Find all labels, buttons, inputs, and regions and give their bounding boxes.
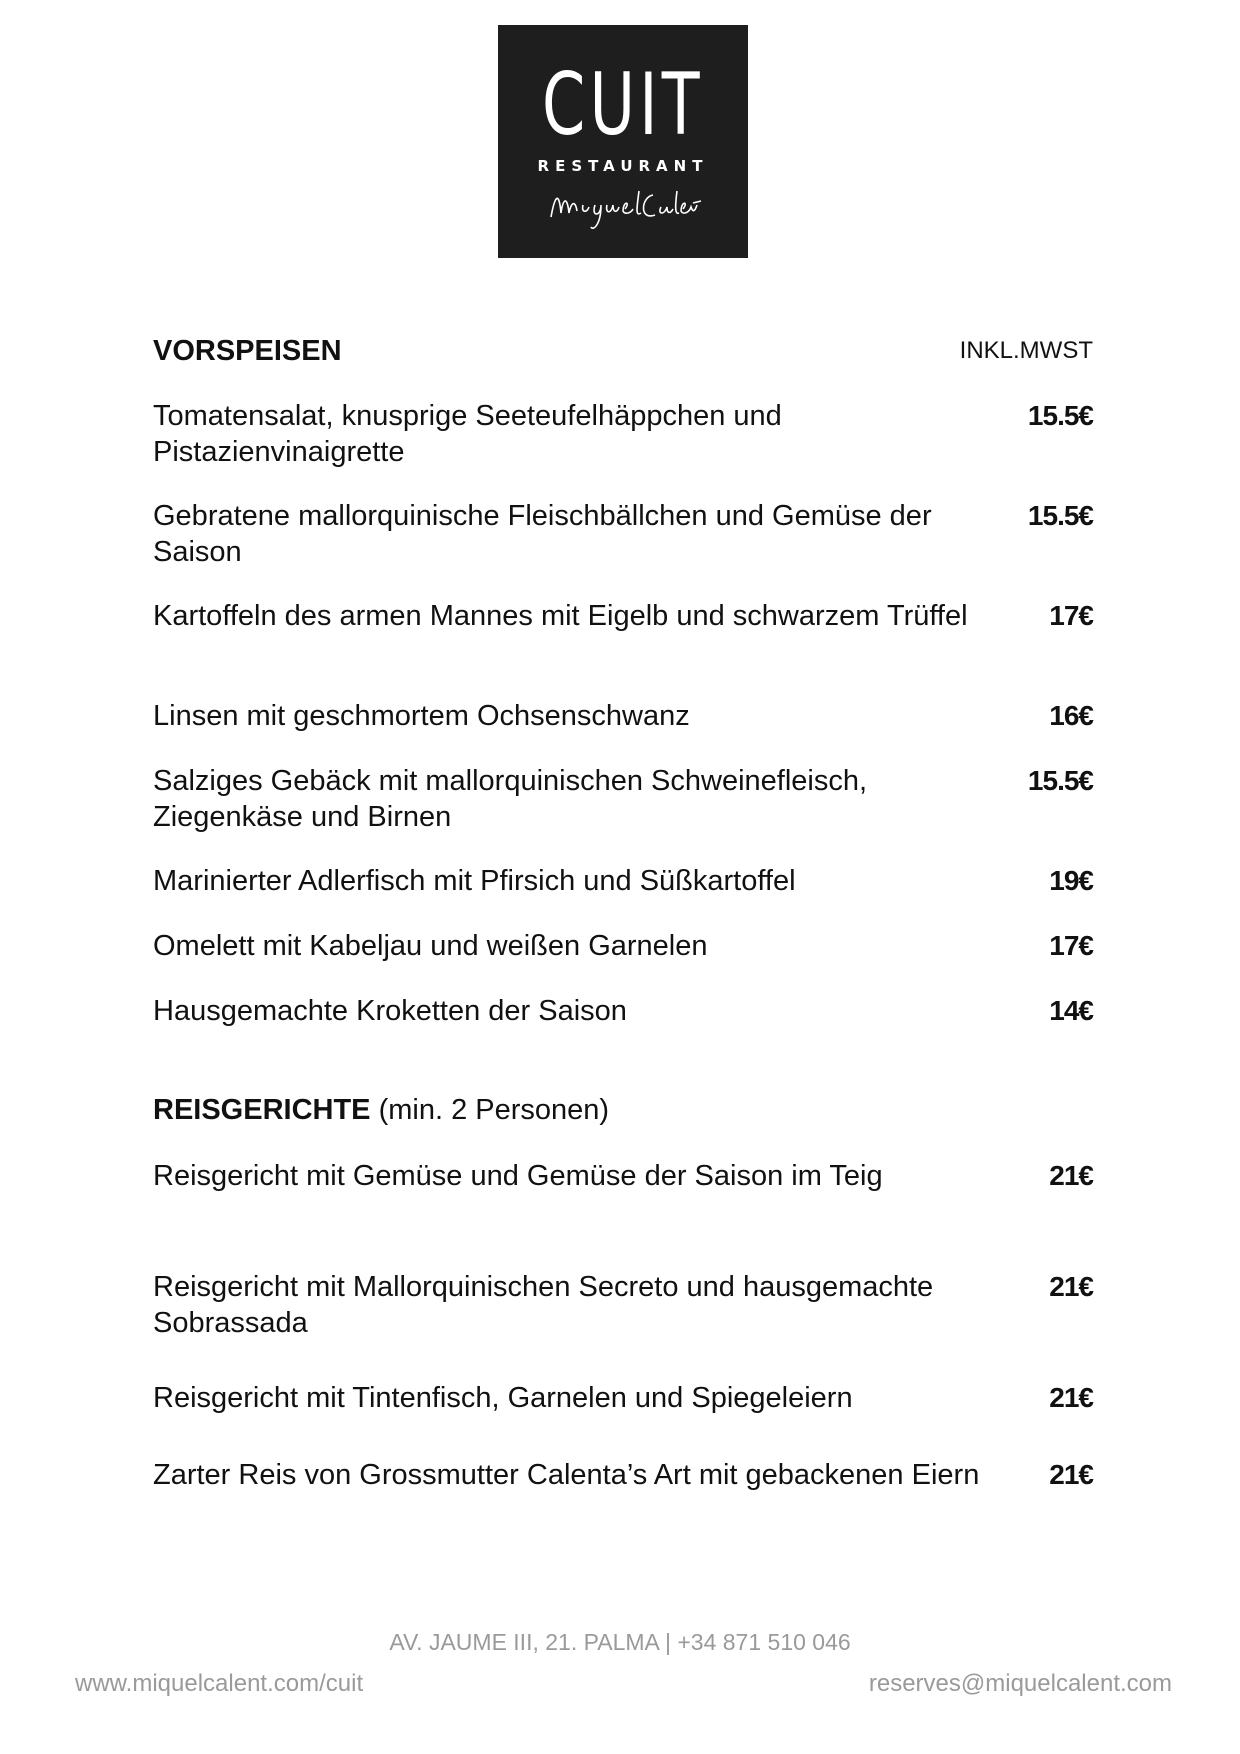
item-price: 21€: [1049, 1382, 1093, 1413]
item-price: 19€: [1049, 865, 1093, 896]
rice-heading-note: (min. 2 Personen): [378, 1094, 610, 1126]
item-name: Tomatensalat, knusprige Seeteufelhäppchen und Pistazienvinaigrette: [153, 400, 782, 468]
item-price: 14€: [1049, 995, 1093, 1026]
logo-brand: CUIT: [542, 55, 704, 155]
menu-item: [153, 398, 1093, 478]
menu-item: [153, 993, 1093, 1073]
item-name: Reisgericht mit Tintenfisch, Garnelen und Spiegeleiern: [153, 1382, 853, 1414]
menu-item: [153, 1380, 1093, 1460]
logo-subtitle: RESTAURANT: [537, 157, 709, 175]
item-price: 15.5€: [1027, 765, 1093, 796]
rice-heading: [153, 1092, 609, 1128]
tax-note: INKL.MWST: [959, 337, 1093, 364]
menu-item: [153, 1457, 1093, 1537]
signature-icon: [543, 177, 703, 237]
menu-item: [153, 598, 1093, 678]
footer-email-link[interactable]: reserves@miquelcalent.com: [868, 1670, 1172, 1697]
item-price: 15.5€: [1027, 400, 1093, 431]
item-name: Zarter Reis von Grossmutter Calenta’s Art mit gebackenen Eiern: [153, 1459, 980, 1491]
item-name: Gebratene mallorquinische Fleischbällchen und Gemüse der Saison: [153, 500, 932, 568]
item-price: 17€: [1049, 930, 1093, 961]
item-name: Marinierter Adlerfisch mit Pfirsich und Süßkartoffel: [153, 865, 796, 897]
item-name: Reisgericht mit Mallorquinischen Secreto und hausgemachte Sobrassada: [153, 1271, 934, 1339]
item-name: Hausgemachte Kroketten der Saison: [153, 995, 627, 1027]
footer-website-link[interactable]: www.miquelcalent.com/cuit: [75, 1670, 364, 1697]
item-name: Reisgericht mit Gemüse und Gemüse der Saison im Teig: [153, 1160, 883, 1192]
item-price: 15.5€: [1027, 500, 1093, 531]
item-price: 21€: [1049, 1459, 1093, 1490]
item-price: 17€: [1049, 600, 1093, 631]
starters-heading-text: VORSPEISEN: [153, 335, 342, 367]
menu-item: [153, 1269, 1093, 1349]
item-name: Salziges Gebäck mit mallorquinischen Schweinefleisch, Ziegenkäse und Birnen: [153, 765, 868, 833]
item-name: Kartoffeln des armen Mannes mit Eigelb und schwarzem Trüffel: [153, 600, 968, 632]
menu-item: [153, 498, 1093, 578]
restaurant-logo: [498, 25, 748, 258]
item-name: Linsen mit geschmortem Ochsenschwanz: [153, 700, 690, 732]
menu-item: [153, 763, 1093, 843]
menu-item: [153, 1158, 1093, 1238]
rice-heading-text: REISGERICHTE: [153, 1094, 371, 1126]
item-name: Omelett mit Kabeljau und weißen Garnelen: [153, 930, 708, 962]
item-price: 16€: [1049, 700, 1093, 731]
item-price: 21€: [1049, 1160, 1093, 1191]
item-price: 21€: [1049, 1271, 1093, 1302]
footer-address: AV. JAUME III, 21. PALMA | +34 871 510 046: [389, 1629, 851, 1655]
starters-heading: [153, 333, 342, 369]
